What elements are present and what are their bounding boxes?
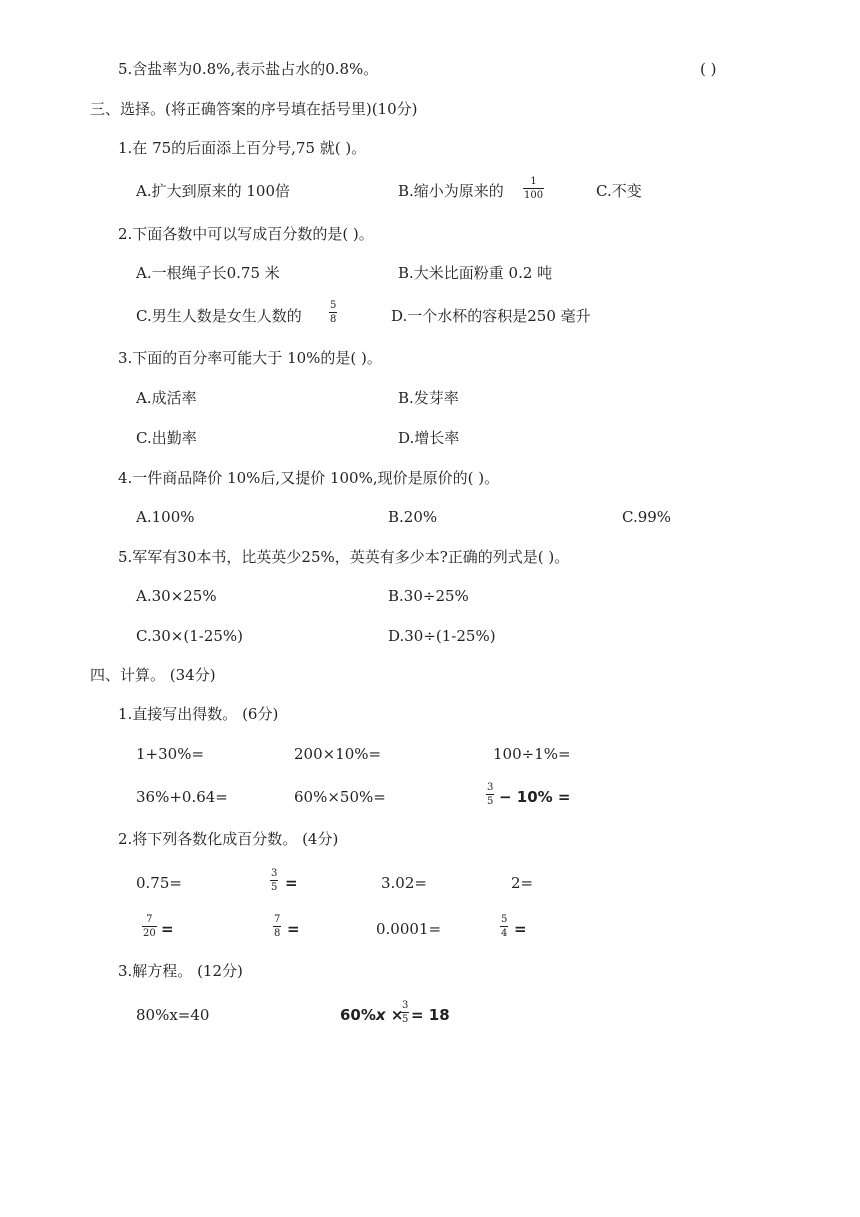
fraction-bar xyxy=(273,926,281,927)
fraction-numerator: 5 xyxy=(501,914,508,925)
fraction-numerator: 7 xyxy=(274,914,281,925)
calc-p2-item: 0.75= xyxy=(136,874,182,892)
choice-q1-option-c: C.不变 xyxy=(596,182,642,200)
choice-q1-stem: 1.在 75的后面添上百分号,75 就( )。 xyxy=(118,139,367,157)
choice-q3-option-b: B.发芽率 xyxy=(398,389,459,407)
choice-q2-option-c: C.男生人数是女生人数的 xyxy=(136,307,302,325)
calc-p1-item: 1+30%= xyxy=(136,745,205,763)
fraction-denominator: 5 xyxy=(487,796,494,807)
fraction-numerator: 1 xyxy=(530,176,537,187)
choice-q4-option-c: C.99% xyxy=(622,508,672,526)
fraction-bar xyxy=(401,1012,409,1013)
section-choice-heading: 三、选择。(将正确答案的序号填在括号里)(10分) xyxy=(90,100,418,118)
choice-q2-stem: 2.下面各数中可以写成百分数的是( )。 xyxy=(118,225,374,243)
calc-p1-item: 100÷1%= xyxy=(493,745,571,763)
fraction-numerator: 7 xyxy=(146,914,153,925)
fraction-bar xyxy=(523,188,544,189)
choice-q5-option-c: C.30×(1-25%) xyxy=(136,627,244,645)
judge-q5-answer-paren[interactable]: ( ) xyxy=(700,60,717,78)
fraction-denominator: 20 xyxy=(143,928,156,939)
calc-p3-equation-2-fraction xyxy=(401,1000,409,1025)
calc-p2-fraction xyxy=(270,868,278,893)
fraction-denominator: 8 xyxy=(330,314,337,325)
choice-q1-option-b-fraction xyxy=(523,176,544,201)
calc-p1-item: 200×10%= xyxy=(294,745,382,763)
fraction-numerator: 3 xyxy=(487,782,494,793)
calc-p1-item: 36%+0.64= xyxy=(136,788,228,806)
choice-q4-stem: 4.一件商品降价 10%后,又提价 100%,现价是原价的( )。 xyxy=(118,469,500,487)
calc-p2-fraction xyxy=(500,914,508,939)
fraction-numerator: 5 xyxy=(330,300,337,311)
fraction-numerator: 3 xyxy=(402,1000,409,1011)
calc-p3-title: 3.解方程。 (12分) xyxy=(118,962,243,980)
equation-operator: × xyxy=(385,1006,404,1024)
choice-q3-option-d: D.增长率 xyxy=(398,429,460,447)
calc-p2-item: 0.0001= xyxy=(376,920,442,938)
calc-p2-item: 2= xyxy=(511,874,534,892)
equation-term: 60% xyxy=(340,1006,376,1024)
fraction-numerator: 3 xyxy=(271,868,278,879)
choice-q2-option-c-fraction xyxy=(329,300,337,325)
choice-q2-option-b: B.大米比面粉重 0.2 吨 xyxy=(398,264,553,282)
calc-p3-equation-1: 80%x=40 xyxy=(136,1006,210,1024)
choice-q4-option-b: B.20% xyxy=(388,508,438,526)
fraction-bar xyxy=(500,926,508,927)
choice-q1-option-a: A.扩大到原来的 100倍 xyxy=(136,182,290,200)
calc-p2-equals: = xyxy=(285,874,298,892)
choice-q4-option-a: A.100% xyxy=(136,508,195,526)
calc-p2-equals: = xyxy=(287,920,300,938)
calc-p1-item: 60%×50%= xyxy=(294,788,386,806)
calc-p1-fraction xyxy=(486,782,494,807)
choice-q3-stem: 3.下面的百分率可能大于 10%的是( )。 xyxy=(118,349,382,367)
choice-q3-option-c: C.出勤率 xyxy=(136,429,197,447)
calc-p1-expression-tail: − 10% = xyxy=(499,788,571,806)
calc-p2-title: 2.将下列各数化成百分数。 (4分) xyxy=(118,830,339,848)
fraction-bar xyxy=(486,794,494,795)
fraction-denominator: 100 xyxy=(524,190,544,201)
calc-p3-equation-2-result: = 18 xyxy=(411,1006,450,1024)
choice-q5-stem: 5.军军有30本书，比英英少25%，英英有多少本?正确的列式是( )。 xyxy=(118,548,570,566)
calc-p2-fraction xyxy=(142,914,157,939)
calc-p2-equals: = xyxy=(161,920,174,938)
equation-variable: x xyxy=(375,1006,386,1024)
calc-p2-item: 3.02= xyxy=(381,874,427,892)
fraction-bar xyxy=(329,312,337,313)
fraction-bar xyxy=(270,880,278,881)
calc-p3-equation-2 xyxy=(340,1005,403,1025)
judge-q5-text: 5.含盐率为0.8%,表示盐占水的0.8%。 xyxy=(118,60,379,78)
section-calc-heading: 四、计算。 (34分) xyxy=(90,666,216,684)
calc-p1-title: 1.直接写出得数。 (6分) xyxy=(118,705,279,723)
fraction-denominator: 4 xyxy=(501,928,508,939)
fraction-bar xyxy=(142,926,157,927)
fraction-denominator: 5 xyxy=(271,882,278,893)
fraction-denominator: 5 xyxy=(402,1014,409,1025)
calc-p2-equals: = xyxy=(514,920,527,938)
choice-q1-option-b: B.缩小为原来的 xyxy=(398,182,504,200)
choice-q2-option-a: A.一根绳子长0.75 米 xyxy=(136,264,280,282)
calc-p2-fraction xyxy=(273,914,281,939)
choice-q2-option-d: D.一个水杯的容积是250 毫升 xyxy=(391,307,591,325)
choice-q3-option-a: A.成活率 xyxy=(136,389,197,407)
choice-q5-option-a: A.30×25% xyxy=(136,587,217,605)
choice-q5-option-b: B.30÷25% xyxy=(388,587,469,605)
fraction-denominator: 8 xyxy=(274,928,281,939)
choice-q5-option-d: D.30÷(1-25%) xyxy=(388,627,496,645)
